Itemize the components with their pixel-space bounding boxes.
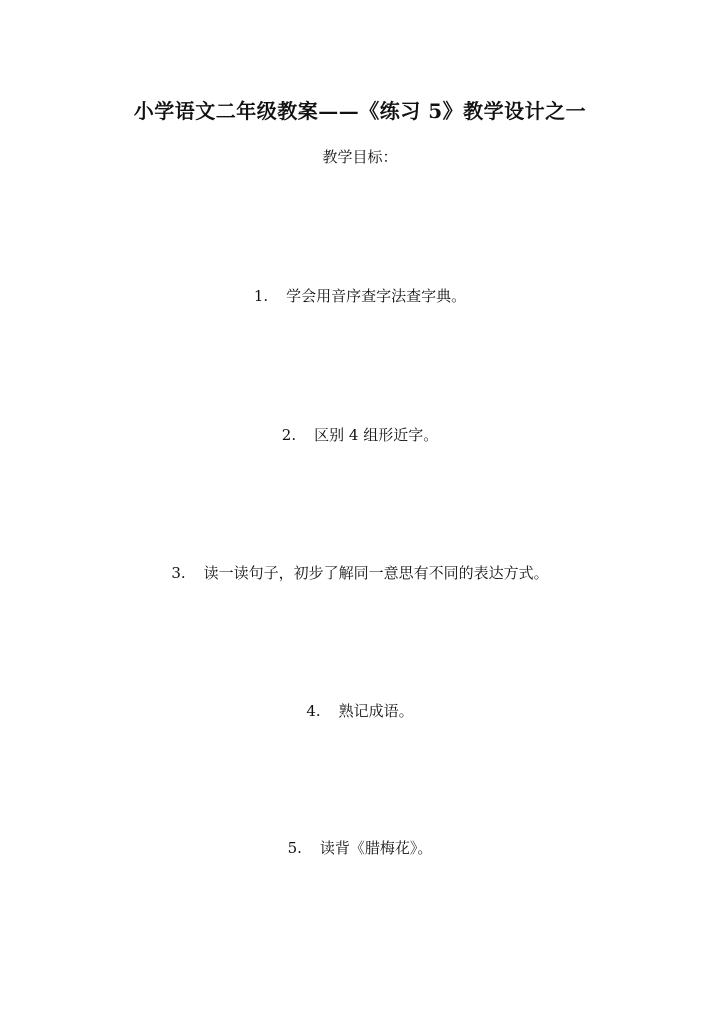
objective-number: 3. bbox=[171, 564, 186, 582]
objective-item bbox=[0, 562, 720, 584]
objective-text: 区别 4 组形近字。 bbox=[314, 426, 439, 444]
document-title: 小学语文二年级教案——《练习 5》教学设计之一 bbox=[133, 99, 587, 123]
objective-text: 读一读句子，初步了解同一意思有不同的表达方式。 bbox=[203, 564, 549, 582]
objective-number: 2. bbox=[281, 426, 297, 444]
section-heading: 教学目标： bbox=[322, 148, 398, 166]
objective-number: 4. bbox=[306, 702, 321, 720]
objective-item bbox=[0, 424, 720, 446]
objective-item bbox=[0, 285, 720, 307]
objective-text: 读背《腊梅花》。 bbox=[319, 839, 433, 857]
objective-number: 1. bbox=[253, 287, 269, 305]
objective-text: 熟记成语。 bbox=[338, 702, 414, 720]
objective-item bbox=[0, 837, 720, 859]
objective-number: 5. bbox=[287, 839, 302, 857]
objective-item bbox=[0, 700, 720, 722]
objective-text: 学会用音序查字法查字典。 bbox=[286, 287, 467, 305]
